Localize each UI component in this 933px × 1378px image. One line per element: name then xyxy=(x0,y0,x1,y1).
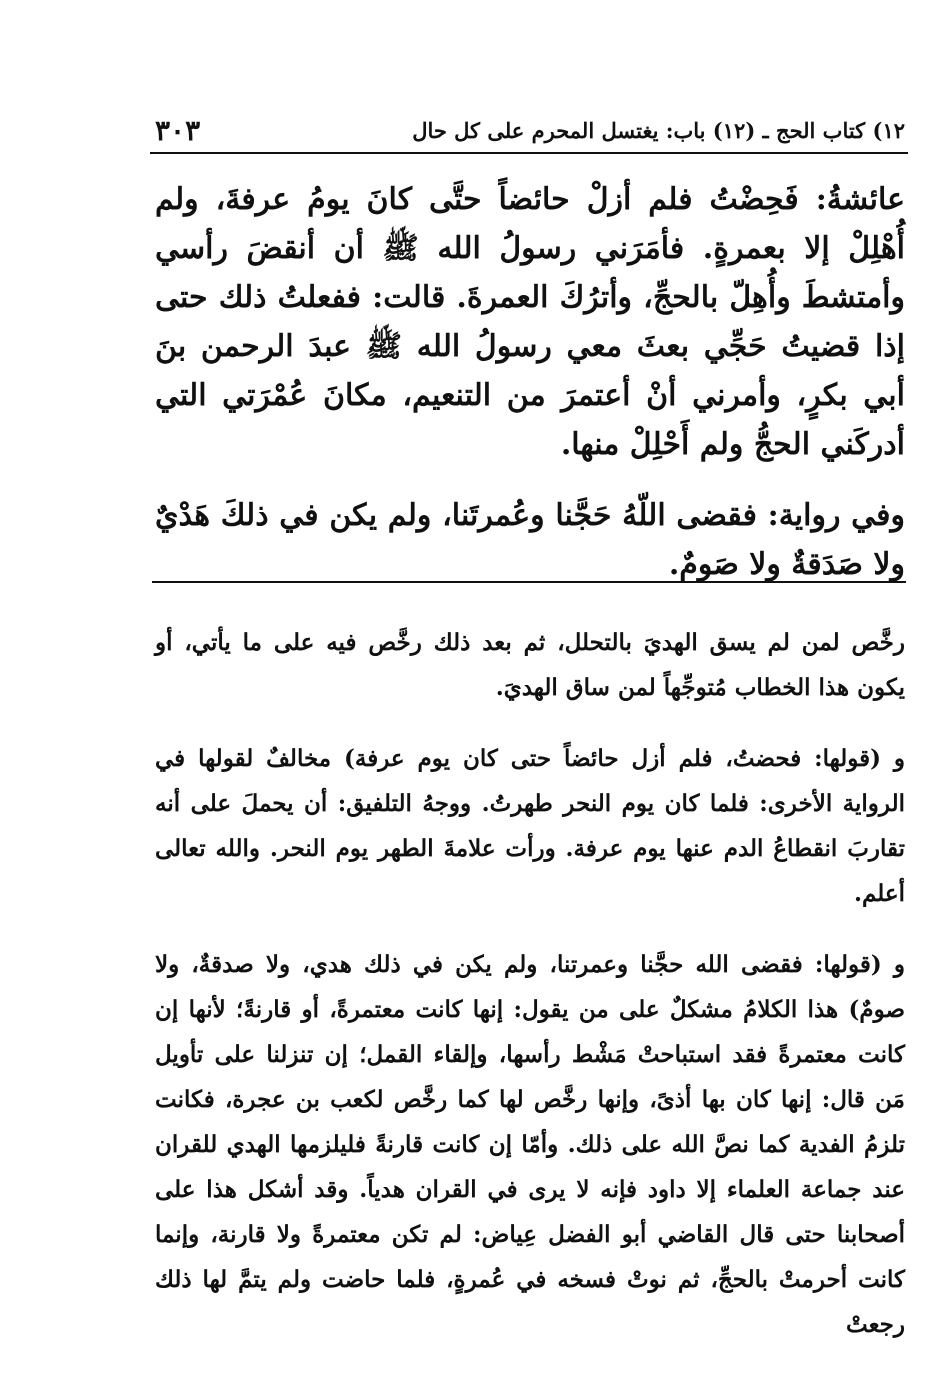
page-number: ٣٠٣ xyxy=(155,114,201,147)
running-header xyxy=(155,112,905,152)
main-text xyxy=(155,175,905,589)
commentary-text xyxy=(155,620,905,1347)
main-paragraph: عائشةُ: فَحِضْتُ فلم أزلْ حائضاً حتَّى كانَ يومُ عرفةَ، ولم أُهْلِلْ إلا بعمرةٍ. فأمَرَني رسولُ الله ﷺ أن أنقضَ رأسي وأمتشطَ وأُهِلّ بالحجِّ، وأترُكَ العمرةَ. قالت: ففعلتُ ذلك حتى إذا قضيتُ حَجِّي بعثَ معي رسولُ الله ﷺ عبدَ الرحمن بنَ أبي بكرٍ، وأمرني أنْ أعتمرَ من التنعيم، مكانَ عُمْرَتي التي أدركَني الحجُّ ولم أَحْلِلْ منها. xyxy=(155,182,905,462)
main-paragraph: وفي رواية: فقضى اللّهُ حَجَّنا وعُمرتَنا، ولم يكن في ذلكَ هَدْيٌ ولا صَدَقةٌ ولا صَومٌ. xyxy=(155,498,905,582)
commentary-paragraph: رخَّص لمن لم يسق الهديَ بالتحلل، ثم بعد ذلك رخَّص فيه على ما يأتي، أو يكون هذا الخطاب مُتوجِّهاً لمن ساق الهديَ. xyxy=(155,629,905,701)
commentary-paragraph: و (قولها: فقضى الله حجَّنا وعمرتنا، ولم يكن في ذلك هدي، ولا صدقةٌ، ولا صومٌ) هذا الكلامُ مشكلٌ على من يقول: إنها كانت معتمرةً، أو قارنةً؛ لأنها إن كانت معتمرةً فقد استباحتْ مَشْط رأسها، وإلقاء القمل؛ إن تنزلنا على تأويل مَن قال: إنها كان بها أذىً، وإنها رخَّص لها كما رخَّص لكعب بن عجرة، فكانت تلزمُ الفدية كما نصَّ الله على ذلك. وأمّا إن كانت قارنةً فليلزمها الهدي للقران عند جماعة العلماء إلا داود فإنه لا يرى في القران هدياً. وقد أشكل هذا على أصحابنا حتى قال القاضي أبو الفضل عِياض: لم تكن معتمرةً ولا قارنة، وإنما كانت أحرمتْ بالحجِّ، ثم نوتْ فسخه في عُمرةٍ، فلما حاضت ولم يتمَّ لها ذلك رجعتْ xyxy=(155,951,905,1338)
header-rule xyxy=(150,152,908,154)
commentary-paragraph: و (قولها: فحضتُ، فلم أزل حائضاً حتى كان يوم عرفة) مخالفٌ لقولها في الرواية الأخرى: فلما كان يوم النحر طهرتُ. ووجهُ التلفيق: أن يحملَ على أنه تقاربَ انقطاعُ الدم عنها يوم عرفة. ورأت علامةَ الطهر يوم النحر. والله تعالى أعلم. xyxy=(155,745,905,907)
footnote-separator xyxy=(152,581,906,583)
header-title: ١٢) كتاب الحج ـ (١٢) باب: يغتسل المحرم على كل حال xyxy=(412,118,905,143)
